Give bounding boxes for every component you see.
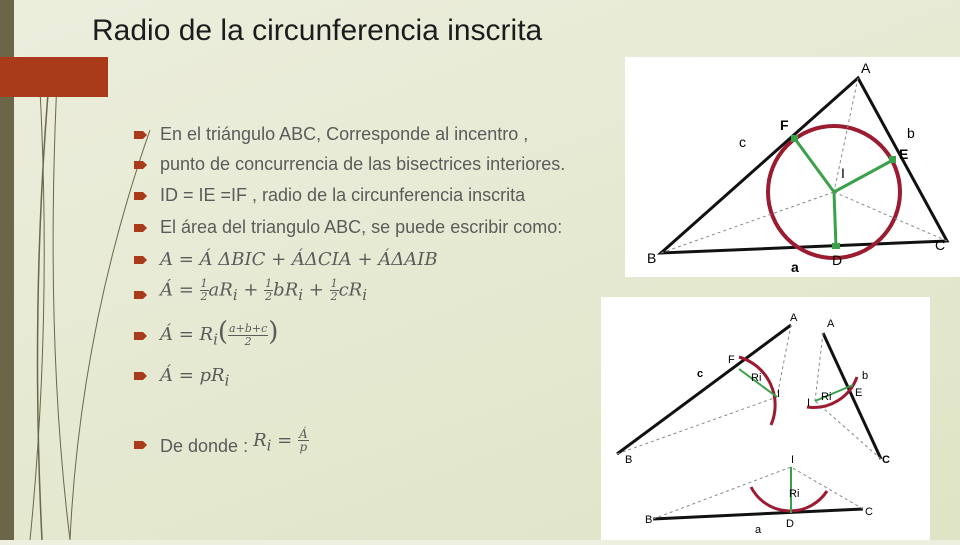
incenter-label: I (841, 165, 845, 181)
bullet-arrow-icon (134, 223, 148, 233)
svg-text:Ri: Ri (751, 372, 762, 384)
side-label: b (907, 125, 915, 141)
title-accent-tab (0, 57, 108, 97)
vertex-label: C (935, 237, 946, 253)
incircle-diagram (625, 57, 960, 277)
svg-text:Ri: Ri (789, 488, 800, 500)
vertex-label: B (647, 250, 657, 266)
svg-text:I: I (791, 454, 795, 466)
bullet-arrow-icon (134, 371, 148, 381)
bullet-arrow-icon (134, 440, 148, 450)
side-label: a (791, 259, 799, 275)
bullet-arrow-icon (134, 130, 148, 140)
svg-text:C: C (882, 454, 890, 466)
area-sum-formula: Á = $\frac{1}{2}$ $aR_i$ + $\frac{1}{2}$ $bR_i$ + $\frac{1}{2}$ $cR_i$ (160, 277, 368, 305)
vertex-label: A (861, 60, 871, 76)
bullet-text: punto de concurrencia de las bisectrices interiores. (160, 154, 566, 174)
svg-text:D: D (786, 518, 794, 530)
point-label: F (780, 117, 789, 133)
svg-text:A: A (827, 318, 835, 330)
svg-text:B: B (625, 454, 633, 466)
svg-text:I: I (807, 397, 811, 409)
bullet-arrow-icon (134, 160, 148, 170)
incircle-parts-diagram (601, 297, 930, 540)
bullet-text: En el triángulo ABC, Corresponde al incentro , (160, 124, 529, 144)
bullet-arrow-icon (134, 331, 148, 341)
svg-text:C: C (865, 506, 873, 518)
incircle-figure (625, 57, 960, 277)
svg-text:A: A (790, 312, 798, 324)
bullet-arrow-icon (134, 255, 148, 265)
svg-text:F: F (728, 354, 735, 366)
svg-text:b: b (862, 370, 869, 382)
slide-title: Radio de la circunferencia inscrita (92, 14, 543, 47)
semiperimeter-formula: Á = $R_i$( $\frac{a+b+c}{2}$ ) (160, 317, 279, 349)
svg-text:Ri: Ri (821, 391, 832, 403)
radius-formula: De donde : $R_i$ = $\frac{Á}{p}$ (160, 427, 308, 456)
point-label: D (832, 252, 843, 268)
bullet-arrow-icon (134, 290, 148, 300)
point-label: E (899, 146, 909, 162)
area-pr-formula: Á = $pR_i$ (160, 365, 230, 390)
svg-text:I: I (777, 388, 781, 400)
svg-text:c: c (697, 368, 704, 380)
svg-text:B: B (645, 514, 653, 526)
bullet-arrow-icon (134, 191, 148, 201)
svg-text:E: E (855, 387, 863, 399)
area-formula: A = Á ΔBIC + ÁΔCIA + ÁΔAIB (160, 249, 438, 270)
bullet-text: El área del triangulo ABC, se puede escribir como: (160, 217, 563, 237)
side-label: c (739, 134, 746, 150)
svg-text:a: a (755, 524, 762, 536)
bullet-text: ID = IE =IF , radio de la circunferencia inscrita (160, 185, 526, 205)
incircle-parts-figure (601, 297, 930, 540)
